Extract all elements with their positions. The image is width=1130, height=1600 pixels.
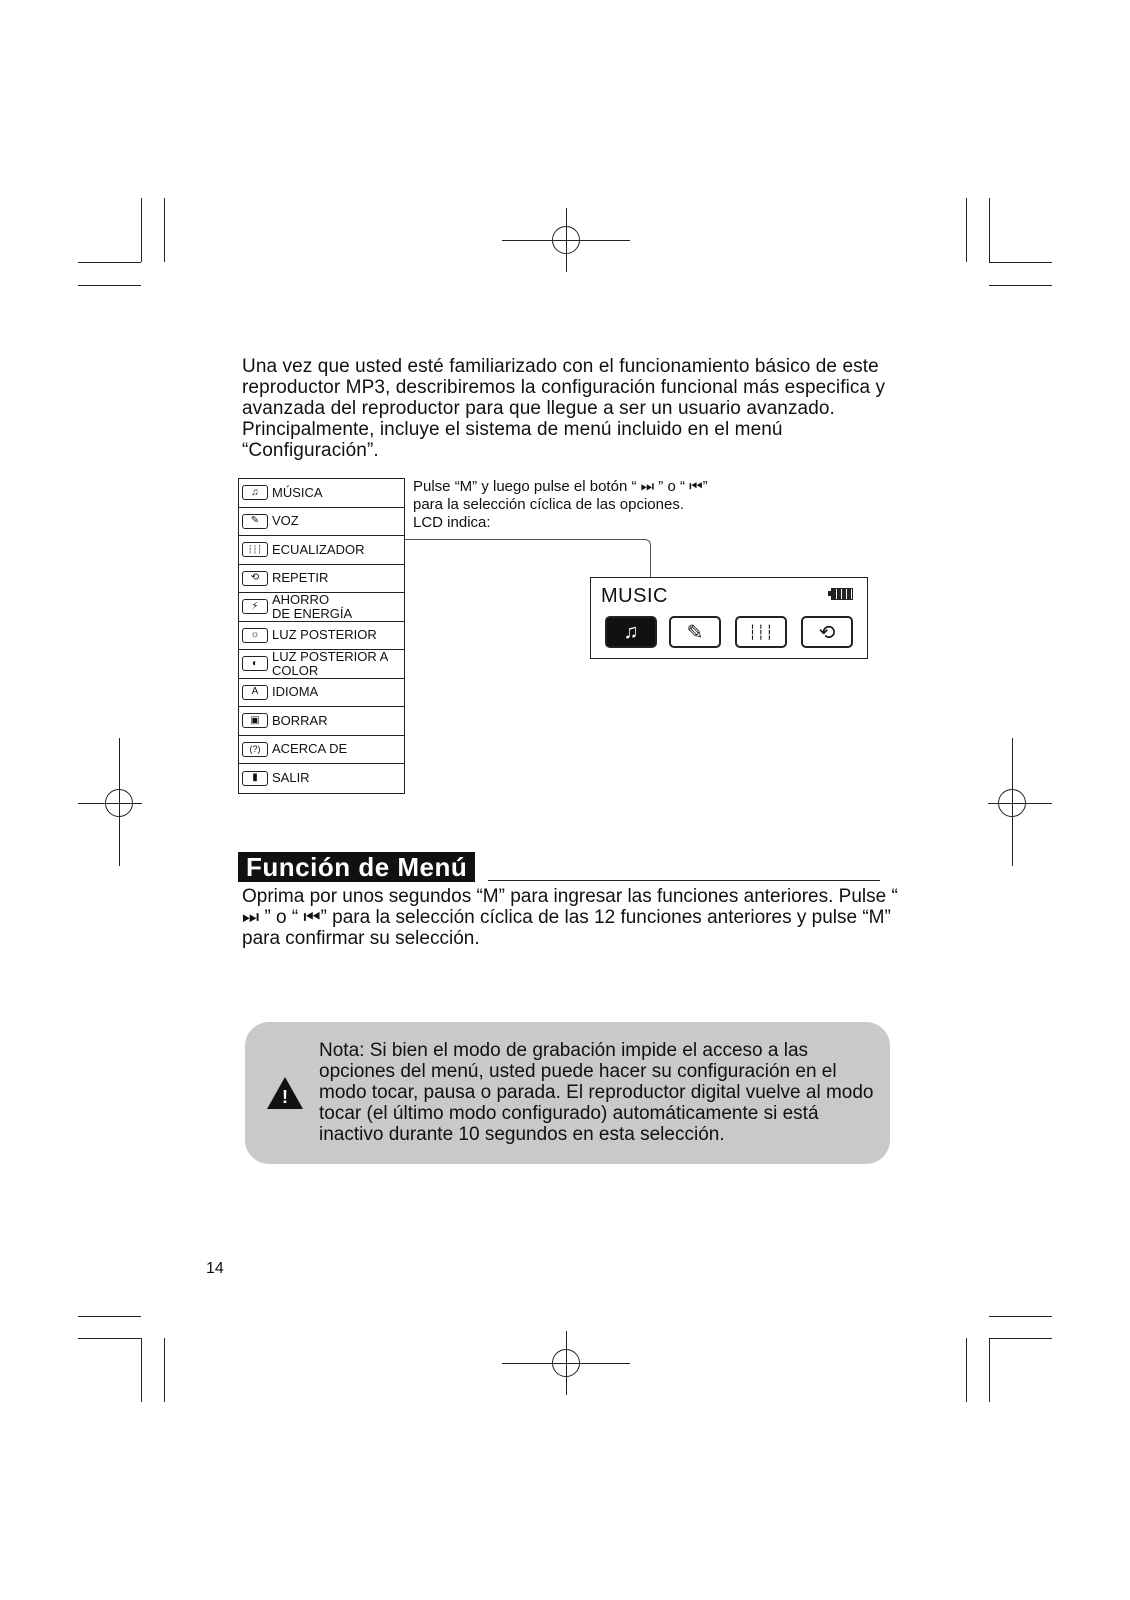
menu-item-label: LUZ POSTERIOR (272, 627, 377, 643)
backlight-icon: ☼ (242, 628, 268, 643)
equalizer-icon: ┆┆┆ (735, 616, 787, 648)
menu-item-ahorro-energia (239, 593, 404, 622)
language-icon: A (242, 685, 268, 700)
menu-item-label: MÚSICA (272, 484, 323, 500)
exit-icon: ▮ (242, 771, 268, 786)
menu-item-label: ACERCA DE (272, 741, 348, 757)
page-number: 14 (206, 1260, 224, 1277)
menu-item-label: IDIOMA (272, 684, 319, 700)
menu-item-label: LUZ POSTERIOR A COLOR (272, 648, 389, 678)
pulse-instruction: Pulse “M” y luego pulse el botón “ ⏭ ” o “ ⏮” para la selección cíclica de las opciones. LCD indica: (413, 478, 708, 531)
note-text: Nota: Si bien el modo de grabación impide el acceso a las opciones del menú, usted puede hacer su configuración en el modo tocar, pausa o parada. El reproductor digital vuelve al modo tocar (el último modo configurado) automáticamente si está inactivo durante 10 segundos en esta selección. (319, 1040, 874, 1145)
warning-mark: ! (282, 1087, 288, 1107)
music-note-icon: ♫ (242, 485, 268, 500)
equalizer-icon: ┆┆┆ (242, 542, 268, 557)
about-icon: (?) (242, 742, 268, 757)
menu-item-label: REPETIR (272, 570, 329, 586)
intro-paragraph: Una vez que usted esté familiarizado con el funcionamiento básico de este reproductor MP3, describiremos la configuración funcional más especifica y avanzada del reproductor para que llegue a ser un usuario avanzado. Principalmente, incluye el sistema de menú incluido en el menú “Configuración”. (242, 356, 886, 461)
menu-item-ecualizador (239, 536, 404, 565)
menu-item-luz-posterior-color (239, 650, 404, 679)
menu-item-repetir (239, 565, 404, 594)
menu-item-label: AHORRO DE ENERGÍA (272, 591, 353, 621)
lcd-display (590, 577, 868, 659)
microphone-icon: ✎ (669, 616, 721, 648)
repeat-icon: ⟲ (801, 616, 853, 648)
menu-item-label: VOZ (272, 513, 299, 529)
menu-item-musica (239, 479, 404, 508)
menu-item-label: SALIR (272, 770, 310, 786)
section-body: Oprima por unos segundos “M” para ingresar las funciones anteriores. Pulse “ ⏭ ” o “ ⏮” para la selección cíclica de las 12 funciones anteriores y pulse “M” para confirmar su selección. (242, 886, 898, 949)
microphone-icon: ✎ (242, 514, 268, 529)
power-save-icon: ⚡ (242, 599, 268, 614)
menu-item-label: BORRAR (272, 712, 328, 728)
menu-item-borrar (239, 707, 404, 736)
menu-item-idioma (239, 679, 404, 708)
repeat-icon: ⟲ (242, 571, 268, 586)
section-rule (488, 880, 880, 881)
menu-item-acerca-de (239, 736, 404, 765)
lcd-title: MUSIC (601, 585, 668, 607)
menu-item-luz-posterior (239, 622, 404, 651)
delete-icon: ▣ (242, 713, 268, 728)
settings-menu-list (238, 478, 405, 794)
menu-item-label: ECUALIZADOR (272, 541, 365, 557)
section-title: Función de Menú (238, 852, 475, 882)
menu-item-voz (239, 508, 404, 537)
battery-icon (831, 588, 853, 600)
note-box (245, 1022, 890, 1164)
color-backlight-icon: ◐ (242, 656, 268, 671)
menu-item-salir (239, 764, 404, 793)
music-note-icon: ♫ (605, 616, 657, 648)
callout-connector-line (405, 539, 651, 578)
